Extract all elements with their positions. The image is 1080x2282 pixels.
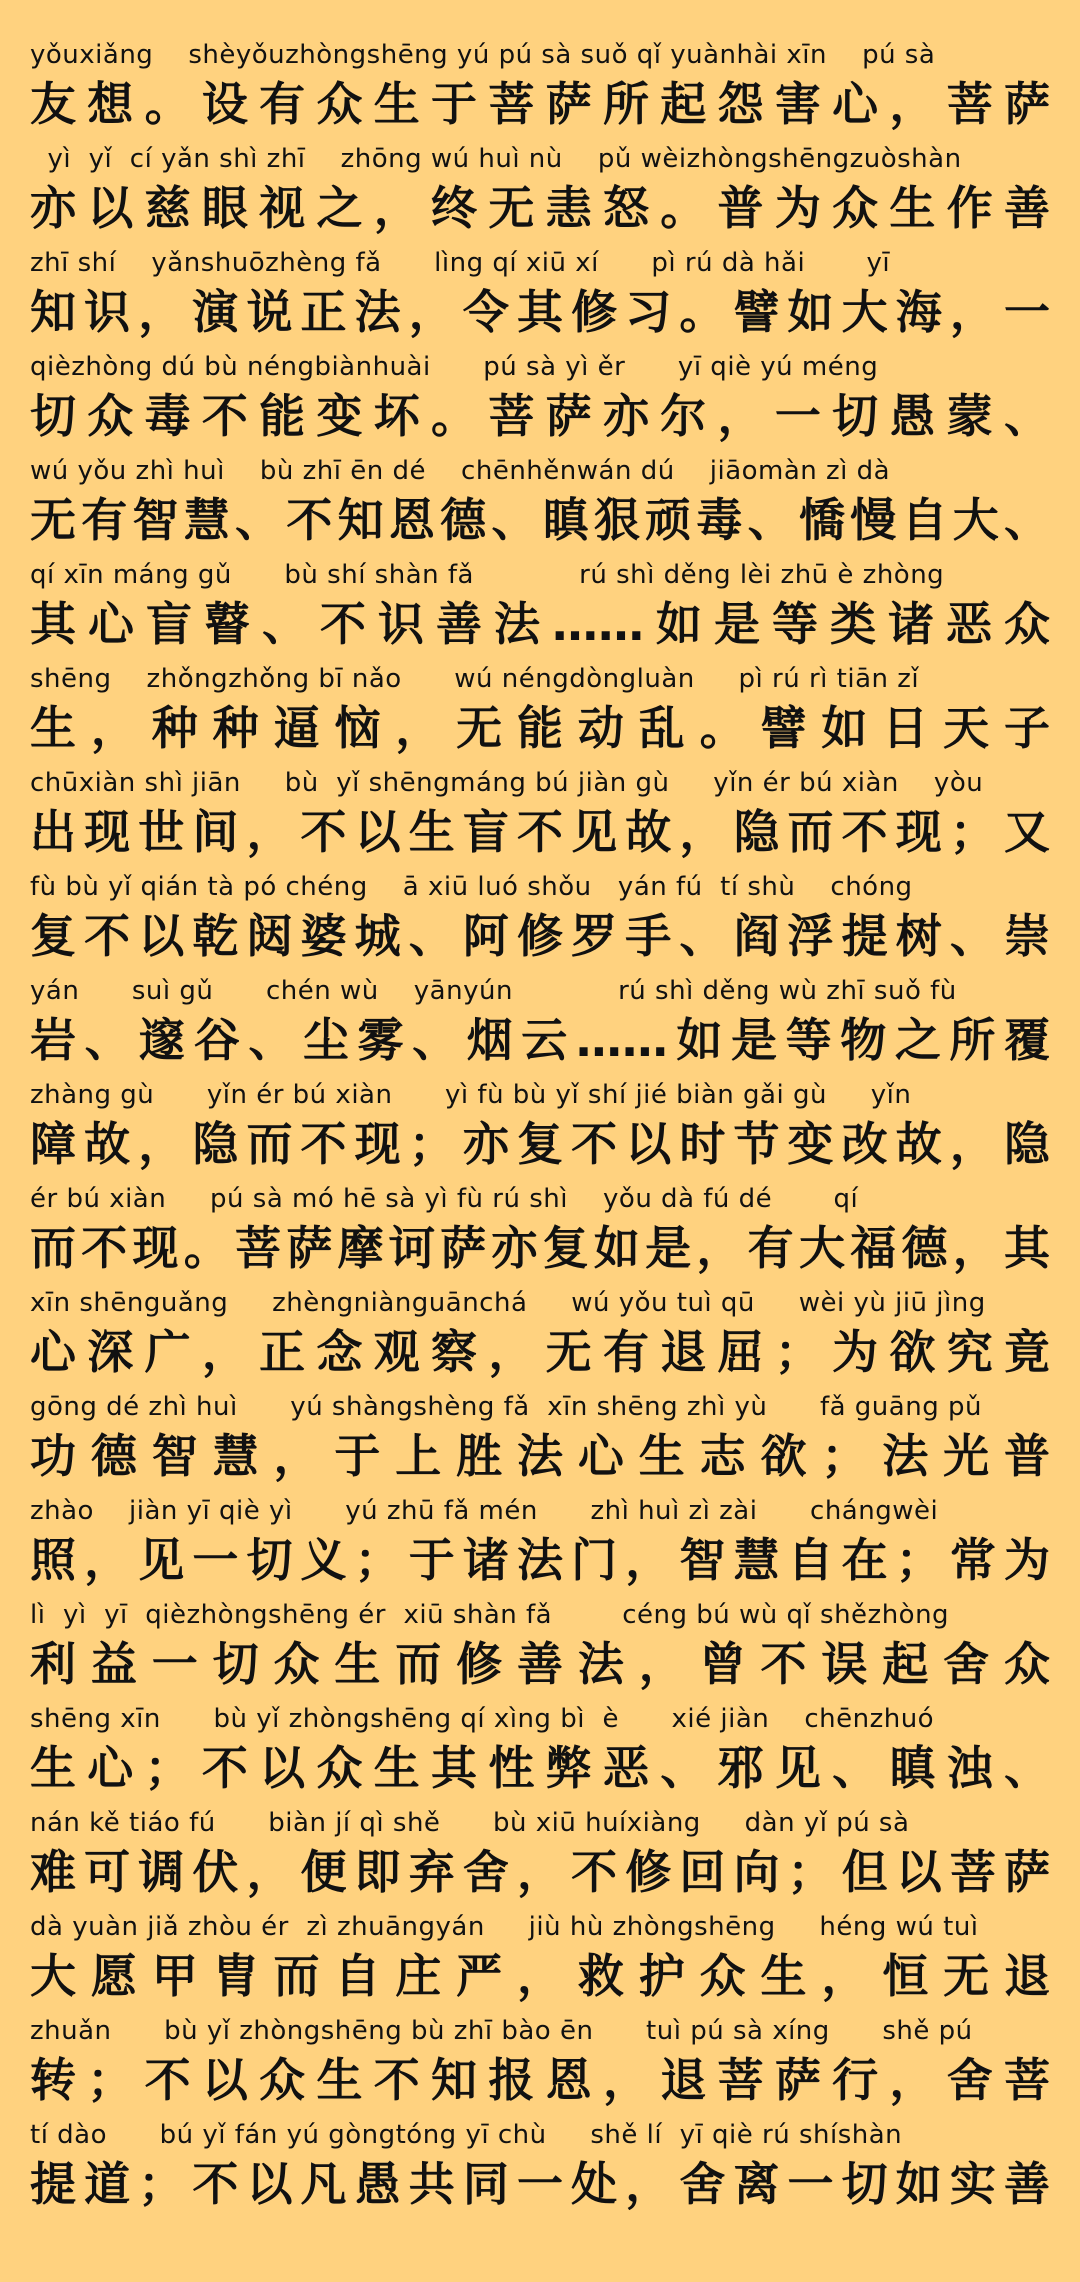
hanzi-row: 岩、邃谷、尘雾、烟云……如是等物之所覆 bbox=[30, 1013, 1050, 1067]
pinyin-row: fù bù yǐ qián tà pó chéng ā xiū luó shǒu yán fú tí shù chóng bbox=[30, 872, 913, 902]
pinyin-row: ér bú xiàn pú sà mó hē sà yì fù rú shì yǒu dà fú dé qí bbox=[30, 1184, 859, 1214]
pinyin-row: yì yǐ cí yǎn shì zhī zhōng wú huì nù pǔ wèizhòngshēngzuòshàn bbox=[30, 144, 962, 174]
hanzi-row: 转；不以众生不知报恩，退菩萨行，舍菩 bbox=[30, 2053, 1050, 2107]
text-line bbox=[30, 2118, 1050, 2222]
hanzi-row: 生，种种逼恼，无能动乱。譬如日天子 bbox=[30, 701, 1050, 755]
pinyin-row: lì yì yī qièzhòngshēng ér xiū shàn fǎ céng bú wù qǐ shězhòng bbox=[30, 1600, 950, 1630]
text-line bbox=[30, 1702, 1050, 1806]
hanzi-row: 照，见一切义；于诸法门，智慧自在；常为 bbox=[30, 1533, 1050, 1587]
hanzi-row: 提道；不以凡愚共同一处，舍离一切如实善 bbox=[30, 2157, 1050, 2211]
text-line bbox=[30, 142, 1050, 246]
hanzi-row: 大愿甲胄而自庄严，救护众生，恒无退 bbox=[30, 1949, 1050, 2003]
hanzi-row: 知识，演说正法，令其修习。譬如大海，一 bbox=[30, 285, 1050, 339]
text-line bbox=[30, 1910, 1050, 2014]
pinyin-row: qièzhòng dú bù néngbiànhuài pú sà yì ěr yī qiè yú méng bbox=[30, 352, 879, 382]
pinyin-row: zhī shí yǎnshuōzhèng fǎ lìng qí xiū xí pì rú dà hǎi yī bbox=[30, 248, 891, 278]
text-line bbox=[30, 1494, 1050, 1598]
hanzi-row: 心深广，正念观察，无有退屈；为欲究竟 bbox=[30, 1325, 1050, 1379]
pinyin-row: xīn shēnguǎng zhèngniànguānchá wú yǒu tuì qū wèi yù jiū jìng bbox=[30, 1288, 986, 1318]
text-line bbox=[30, 558, 1050, 662]
text-line bbox=[30, 662, 1050, 766]
pinyin-row: zhàng gù yǐn ér bú xiàn yì fù bù yǐ shí jié biàn gǎi gù yǐn bbox=[30, 1080, 912, 1110]
text-line bbox=[30, 246, 1050, 350]
text-line bbox=[30, 1390, 1050, 1494]
pinyin-row: gōng dé zhì huì yú shàngshèng fǎ xīn shēng zhì yù fǎ guāng pǔ bbox=[30, 1392, 982, 1422]
hanzi-row: 无有智慧、不知恩德、瞋狠顽毒、憍慢自大、 bbox=[30, 493, 1050, 547]
hanzi-row: 难可调伏，便即弃舍，不修回向；但以菩萨 bbox=[30, 1845, 1050, 1899]
hanzi-row: 生心；不以众生其性弊恶、邪见、瞋浊、 bbox=[30, 1741, 1050, 1795]
hanzi-row: 其心盲瞽、不识善法……如是等类诸恶众 bbox=[30, 597, 1050, 651]
text-line bbox=[30, 1286, 1050, 1390]
pinyin-row: yán suì gǔ chén wù yānyún rú shì děng wù zhī suǒ fù bbox=[30, 976, 957, 1006]
hanzi-row: 利益一切众生而修善法，曾不误起舍众 bbox=[30, 1637, 1050, 1691]
hanzi-row: 出现世间，不以生盲不见故，隐而不现；又 bbox=[30, 805, 1050, 859]
text-line bbox=[30, 454, 1050, 558]
hanzi-row: 友想。设有众生于菩萨所起怨害心，菩萨 bbox=[30, 77, 1050, 131]
text-line bbox=[30, 766, 1050, 870]
pinyin-row: chūxiàn shì jiān bù yǐ shēngmáng bú jiàn gù yǐn ér bú xiàn yòu bbox=[30, 768, 984, 798]
hanzi-row: 功德智慧，于上胜法心生志欲；法光普 bbox=[30, 1429, 1050, 1483]
pinyin-row: nán kě tiáo fú biàn jí qì shě bù xiū huíxiàng dàn yǐ pú sà bbox=[30, 1808, 910, 1838]
hanzi-row: 而不现。菩萨摩诃萨亦复如是，有大福德，其 bbox=[30, 1221, 1050, 1275]
pinyin-row: tí dào bú yǐ fán yú gòngtóng yī chù shě lí yī qiè rú shíshàn bbox=[30, 2120, 903, 2150]
text-line bbox=[30, 1182, 1050, 1286]
text-line bbox=[30, 38, 1050, 142]
text-line bbox=[30, 350, 1050, 454]
pinyin-row: qí xīn máng gǔ bù shí shàn fǎ rú shì děng lèi zhū è zhòng bbox=[30, 560, 945, 590]
pinyin-row: yǒuxiǎng shèyǒuzhòngshēng yú pú sà suǒ qǐ yuànhài xīn pú sà bbox=[30, 40, 936, 70]
text-line bbox=[30, 1078, 1050, 1182]
pinyin-row: zhào jiàn yī qiè yì yú zhū fǎ mén zhì huì zì zài chángwèi bbox=[30, 1496, 939, 1526]
pinyin-row: zhuǎn bù yǐ zhòngshēng bù zhī bào ēn tuì pú sà xíng shě pú bbox=[30, 2016, 973, 2046]
pinyin-row: dà yuàn jiǎ zhòu ér zì zhuāngyán jiù hù zhòngshēng héng wú tuì bbox=[30, 1912, 979, 1942]
text-line bbox=[30, 1598, 1050, 1702]
hanzi-row: 复不以乾闼婆城、阿修罗手、阎浮提树、崇 bbox=[30, 909, 1050, 963]
text-line bbox=[30, 2014, 1050, 2118]
pinyin-row: shēng xīn bù yǐ zhòngshēng qí xìng bì è xié jiàn chēnzhuó bbox=[30, 1704, 935, 1734]
text-line bbox=[30, 870, 1050, 974]
pinyin-row: shēng zhǒngzhǒng bī nǎo wú néngdòngluàn pì rú rì tiān zǐ bbox=[30, 664, 920, 694]
hanzi-row: 障故，隐而不现；亦复不以时节变改故，隐 bbox=[30, 1117, 1050, 1171]
text-line bbox=[30, 1806, 1050, 1910]
text-line bbox=[30, 974, 1050, 1078]
pinyin-row: wú yǒu zhì huì bù zhī ēn dé chēnhěnwán dú jiāomàn zì dà bbox=[30, 456, 891, 486]
hanzi-row: 切众毒不能变坏。菩萨亦尔，一切愚蒙、 bbox=[30, 389, 1050, 443]
hanzi-row: 亦以慈眼视之，终无恚怒。普为众生作善 bbox=[30, 181, 1050, 235]
